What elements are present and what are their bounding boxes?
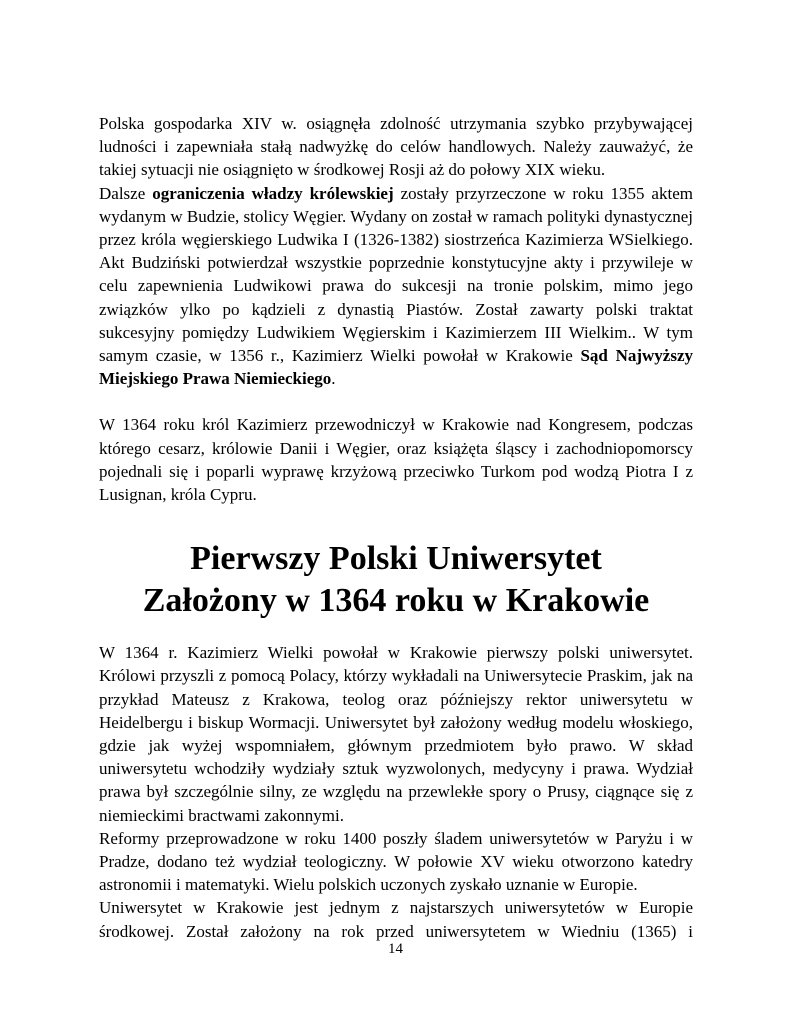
bold-supreme-court: Sąd Najwyższy Miejskiego Prawa Niemieckiego [99,346,693,389]
paragraph-royal-limits-text-e: . [331,369,336,389]
paragraph-gap [99,390,693,413]
page-number: 14 [388,941,403,957]
paragraph-congress: W 1364 roku król Kazimierz przewodniczył w Krakowie nad Kongresem, podczas którego cesarz, królowie Danii i Węgier, oraz książęta śląscy i zachodniopomorscy pojednali się i poparli wyprawę krzyżową przeciwko Turkom pod wodzą Piotra I z Lusignan, króla Cypru. [99,415,693,505]
paragraph-economy: Polska gospodarka XIV w. osiągnęła zdolność utrzymania szybko przybywającej ludności i zapewniała stałą nadwyżkę do celów handlowych. Należy zauważyć, że takiej sytuacji nie osiągnięto w środkowej Rosji aż do połowy XIX wieku. [99,114,693,180]
page-content [99,112,693,943]
paragraph-royal-limits-text-a: Dalsze [99,183,153,203]
paragraph-university-founding: W 1364 r. Kazimierz Wielki powołał w Krakowie pierwszy polski uniwersytet. Królowi przyszli z pomocą Polacy, którzy wykładali na Uniwersytecie Praskim, jak na przykład Mateusz z Krakowa, teolog oraz późniejszy rektor uniwersytetu w Heidelbergu i biskup Wormacji. Uniwersytet był założony według modelu włoskiego, gdzie jak wyżej wspomniałem, głównym przedmiotem było prawo. W skład uniwersytetu wchodziły wydziały sztuk wyzwolonych, medycyny i prawa. Wydział prawa był szczególnie silny, ze względu na przewlekłe spory o Prusy, ciągnące się z niemieckimi bractwami zakonnymi. [99,643,693,825]
paragraph-reforms: Reformy przeprowadzone w roku 1400 poszły śladem uniwersytetów w Paryżu i w Pradze, dodano też wydział teologiczny. W połowie XV wieku otworzono katedry astronomii i matematyki. Wielu polskich uczonych zyskało uznanie w Europie. [99,828,693,895]
section-heading-line-1: Pierwszy Polski Uniwersytet [190,540,602,578]
bold-royal-limits: ograniczenia władzy królewskiej [152,183,394,203]
section-heading-line-2: Założony w 1364 roku w Krakowie [142,582,650,620]
paragraph-royal-limits [99,182,693,391]
paragraph-oldest-universities: Uniwersytet w Krakowie jest jednym z najstarszych uniwersytetów w Europie środkowej. Został założony na rok przed uniwersytetem w Wiedniu (1365) i [99,898,693,941]
paragraph-royal-limits-text-c: zostały przyrzeczone w roku 1355 aktem wydanym w Budzie, stolicy Węgier. Wydany on został w ramach polityki dynastycznej przez króla węgierskiego Ludwika I (1326-1382) siostrzeńca Kazimierza WSielkiego. Akt Budziński potwierdzał wszystkie poprzednie konstytucyjne akty i przywileje w celu zapewnienia Ludwikowi prawa do sukcesji na tronie polskim, mimo jego związków ylko po kądzieli z dynastią Piastów. Został zawarty polski traktat sukcesyjny pomiędzy Ludwikiem Węgierskim i Kazimierzem III Wielkim.. W tym samym czasie, w 1356 r., Kazimierz Wielki powołał w Krakowie [99,183,693,366]
section-heading [99,538,693,622]
